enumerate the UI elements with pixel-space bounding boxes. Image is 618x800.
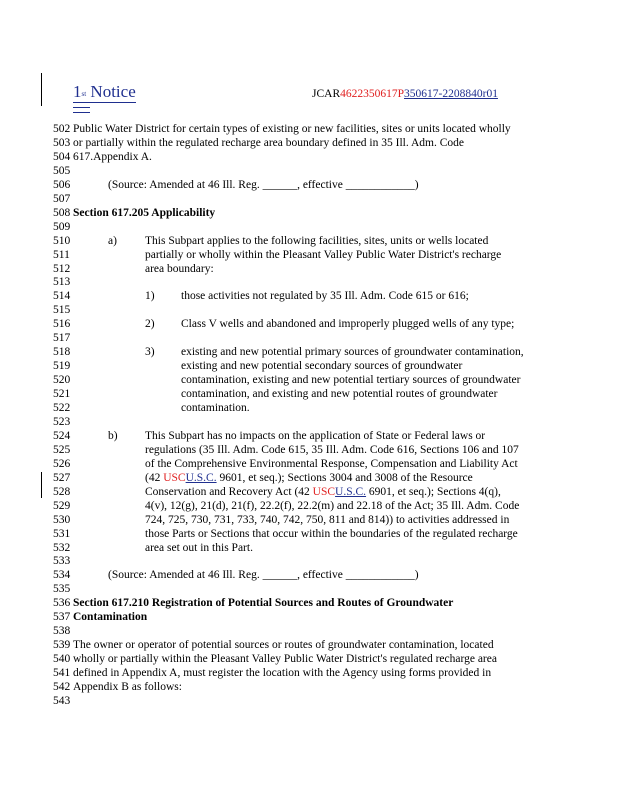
line-number: 537 (53, 611, 71, 624)
line-text: Section 617.210 Registration of Potential Sources and Routes of Groundwater (73, 597, 454, 610)
line-text: those Parts or Sections that occur within the boundaries of the regulated recharge (145, 527, 518, 540)
line-text: or partially within the regulated recharge area boundary defined in 35 Ill. Adm. Code (73, 136, 464, 149)
line-number: 502 (53, 123, 71, 135)
line-number: 505 (53, 164, 71, 177)
line-text: existing and new potential secondary sources of groundwater (181, 360, 463, 373)
line-text: b) (108, 429, 118, 442)
line-number: 504 (53, 150, 71, 163)
line-text: 1) (145, 290, 155, 303)
line-number: 543 (53, 694, 71, 707)
line-text: 3) (145, 346, 155, 359)
notice-heading: 1st Notice (73, 82, 136, 101)
line-text: area set out in this Part. (145, 541, 253, 554)
line-text: wholly or partially within the Pleasant Valley Public Water District's regulated recharge area (73, 653, 497, 666)
line-number: 525 (53, 443, 71, 456)
change-bar-mid (41, 472, 42, 498)
line-text: Public Water District for certain types of existing or new facilities, sites or units located wholly (73, 123, 511, 135)
line-text: regulations (35 Ill. Adm. Code 615, 35 Ill. Adm. Code 616, Sections 106 and 107 (145, 443, 519, 456)
line-number: 508 (53, 206, 71, 219)
line-number: 540 (53, 653, 71, 666)
line-number: 515 (53, 304, 71, 317)
line-number: 519 (53, 360, 71, 373)
line-text: 617.Appendix A. (73, 150, 152, 163)
line-number: 524 (53, 429, 71, 442)
line-number: 526 (53, 457, 71, 470)
line-number: 535 (53, 583, 71, 596)
line-number: 512 (53, 262, 71, 275)
line-text: of the Comprehensive Environmental Response, Compensation and Liability Act (145, 457, 518, 470)
change-bar-top (41, 73, 42, 106)
line-number: 503 (53, 136, 71, 149)
line-number: 539 (53, 639, 71, 652)
line-number: 529 (53, 499, 71, 512)
line-number: 516 (53, 318, 71, 331)
line-number: 541 (53, 667, 71, 680)
line-number: 517 (53, 332, 71, 345)
line-text-amended: (42 USCU.S.C. 9601, et seq.); Sections 3004 and 3008 of the Resource (145, 471, 473, 484)
line-number: 531 (53, 527, 71, 540)
line-number: 518 (53, 346, 71, 359)
line-number: 514 (53, 290, 71, 303)
line-number: 510 (53, 234, 71, 247)
line-text: (Source: Amended at 46 Ill. Reg. ______, effective ____________) (108, 569, 419, 582)
line-text: 2) (145, 318, 155, 331)
line-number: 522 (53, 402, 71, 414)
line-number: 542 (53, 681, 71, 693)
line-text: This Subpart applies to the following facilities, sites, units or wells located (145, 234, 489, 247)
deleted-text: USC (312, 485, 336, 498)
line-text: Contamination (73, 611, 148, 624)
line-number: 527 (53, 471, 71, 484)
line-text: existing and new potential primary sources of groundwater contamination, (181, 346, 524, 359)
double-underline (73, 107, 90, 113)
line-text: This Subpart has no impacts on the application of State or Federal laws or (145, 429, 486, 442)
line-text: Appendix B as follows: (73, 681, 182, 693)
line-text-amended: Conservation and Recovery Act (42 USCU.S.C. 6901, et seq.); Sections 4(q), (145, 485, 501, 498)
line-text: defined in Appendix A, must register the location with the Agency using forms provided in (73, 667, 492, 680)
inserted-text: U.S.C. (335, 485, 367, 498)
line-number: 534 (53, 569, 71, 582)
line-number: 509 (53, 220, 71, 233)
line-number: 507 (53, 192, 71, 205)
line-number: 538 (53, 625, 71, 638)
deleted-text: USC (163, 471, 186, 484)
line-text: Section 617.205 Applicability (73, 206, 216, 219)
line-text: a) (108, 234, 117, 247)
line-text: 724, 725, 730, 731, 733, 740, 742, 750, 811 and 814)) to activities addressed in (145, 513, 510, 526)
line-number: 530 (53, 513, 71, 526)
line-text: (Source: Amended at 46 Ill. Reg. ______, effective ____________) (108, 178, 419, 191)
line-number: 523 (53, 415, 71, 428)
line-text: those activities not regulated by 35 Ill. Adm. Code 615 or 616; (181, 290, 469, 303)
line-number: 533 (53, 555, 71, 568)
line-number: 536 (53, 597, 71, 610)
line-number: 532 (53, 541, 71, 554)
line-text: area boundary: (145, 262, 214, 275)
line-number: 511 (53, 248, 70, 261)
line-text: The owner or operator of potential sources or routes of groundwater contamination, located (73, 639, 494, 652)
inserted-text: U.S.C. (185, 471, 217, 484)
line-text: Class V wells and abandoned and improperly plugged wells of any type; (181, 318, 515, 331)
jcar-code: JCAR4622350617P350617-2208840r01 (312, 88, 498, 100)
line-text: 4(v), 12(g), 21(d), 21(f), 22.2(f), 22.2(m) and 22.18 of the Act; 35 Ill. Adm. Code (145, 499, 520, 512)
line-text: contamination, and existing and new potential routes of groundwater (181, 388, 498, 401)
line-text: contamination. (181, 402, 250, 414)
line-number: 521 (53, 388, 71, 401)
line-number: 520 (53, 374, 71, 387)
line-text: contamination, existing and new potential tertiary sources of groundwater (181, 374, 521, 387)
line-number: 506 (53, 178, 71, 191)
line-text: partially or wholly within the Pleasant Valley Public Water District's recharge (145, 248, 502, 261)
line-number: 528 (53, 485, 71, 498)
line-number: 513 (53, 276, 71, 289)
